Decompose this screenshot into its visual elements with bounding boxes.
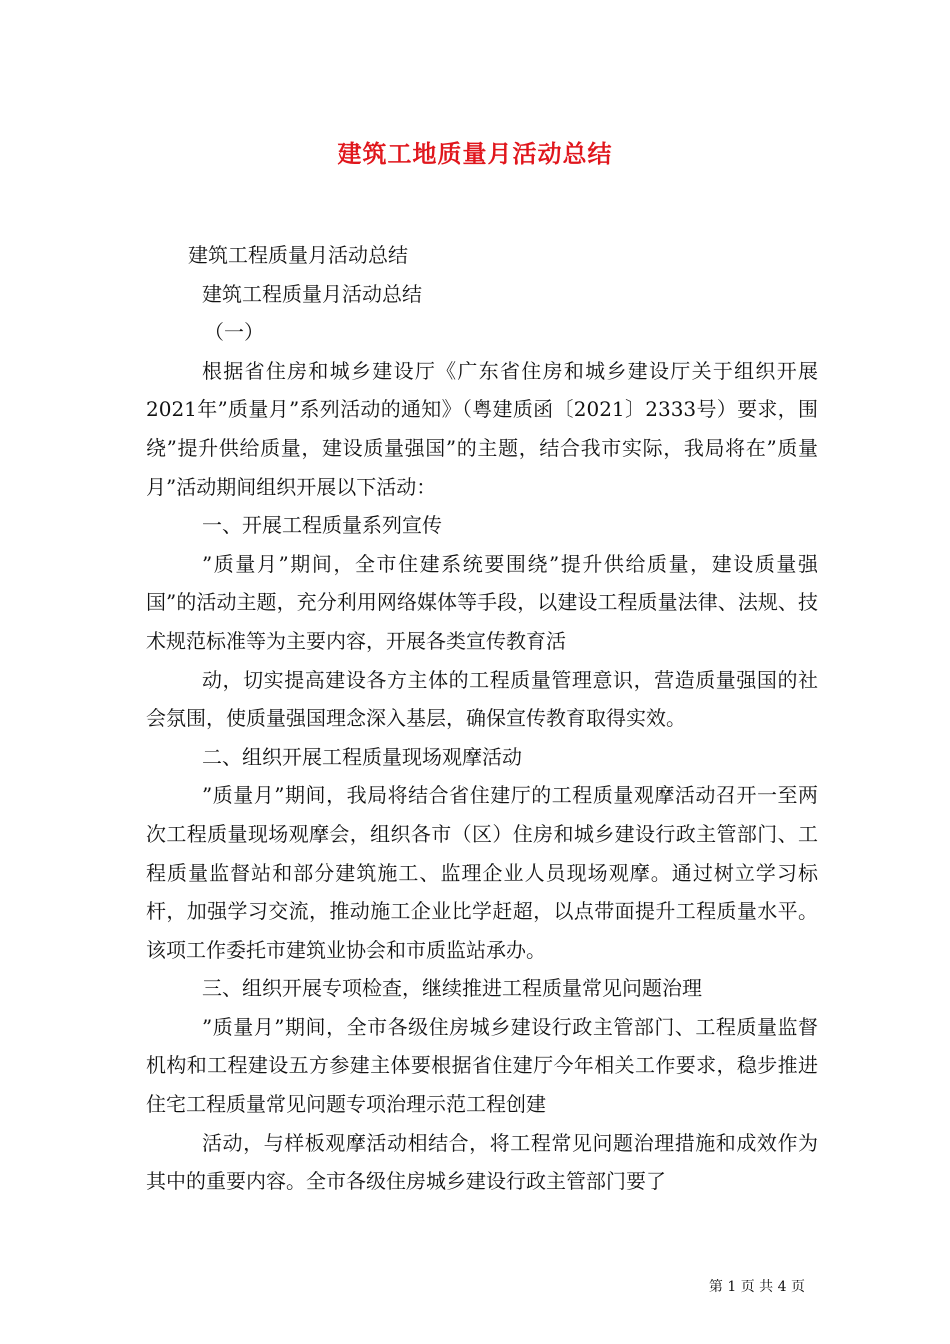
subheading-line: 建筑工程质量月活动总结 <box>202 281 422 306</box>
paragraph: ”质量月”期间，全市各级住房城乡建设行政主管部门、工程质量监督机构和工程建设五方参建主体要根据省住建厅今年相关工作要求，稳步推进住宅工程质量常见问题专项治理示范工程创建 <box>146 1014 818 1117</box>
section-heading: 三、组织开展专项检查，继续推进工程质量常见问题治理 <box>202 976 702 1001</box>
paragraph: 根据省住房和城乡建设厅《广东省住房和城乡建设厅关于组织开展2021年”质量月”系列活动的通知》（粤建质函〔2021〕2333号）要求，围绕”提升供给质量，建设质量强国”的主题，结合我市实际，我局将在”质量月”活动期间组织开展以下活动： <box>146 358 818 499</box>
document-title: 建筑工地质量月活动总结 <box>337 139 613 168</box>
document-body <box>146 236 818 1201</box>
section-heading: 二、组织开展工程质量现场观摩活动 <box>202 744 522 769</box>
paragraph: ”质量月”期间，我局将结合省住建厅的工程质量观摩活动召开一至两次工程质量现场观摩会，组织各市（区）住房和城乡建设行政主管部门、工程质量监督站和部分建筑施工、监理企业人员现场观摩。通过树立学习标杆，加强学习交流，推动施工企业比学赶超，以点带面提升工程质量水平。该项工作委托市建筑业协会和市质监站承办。 <box>146 783 818 962</box>
section-number: （一） <box>204 320 264 345</box>
heading-line: 建筑工程质量月活动总结 <box>188 243 408 267</box>
paragraph: ”质量月”期间，全市住建系统要围绕”提升供给质量，建设质量强国”的活动主题，充分利用网络媒体等手段，以建设工程质量法律、法规、技术规范标准等为主要内容，开展各类宣传教育活 <box>146 551 818 653</box>
section-heading: 一、开展工程质量系列宣传 <box>202 513 442 538</box>
paragraph: 动，切实提高建设各方主体的工程质量管理意识，营造质量强国的社会氛围，使质量强国理念深入基层，确保宣传教育取得实效。 <box>146 667 818 731</box>
paragraph: 活动，与样板观摩活动相结合，将工程常见问题治理措施和成效作为其中的重要内容。全市各级住房城乡建设行政主管部门要了 <box>146 1130 818 1194</box>
page-number: 第 1 页 共 4 页 <box>708 1279 805 1295</box>
